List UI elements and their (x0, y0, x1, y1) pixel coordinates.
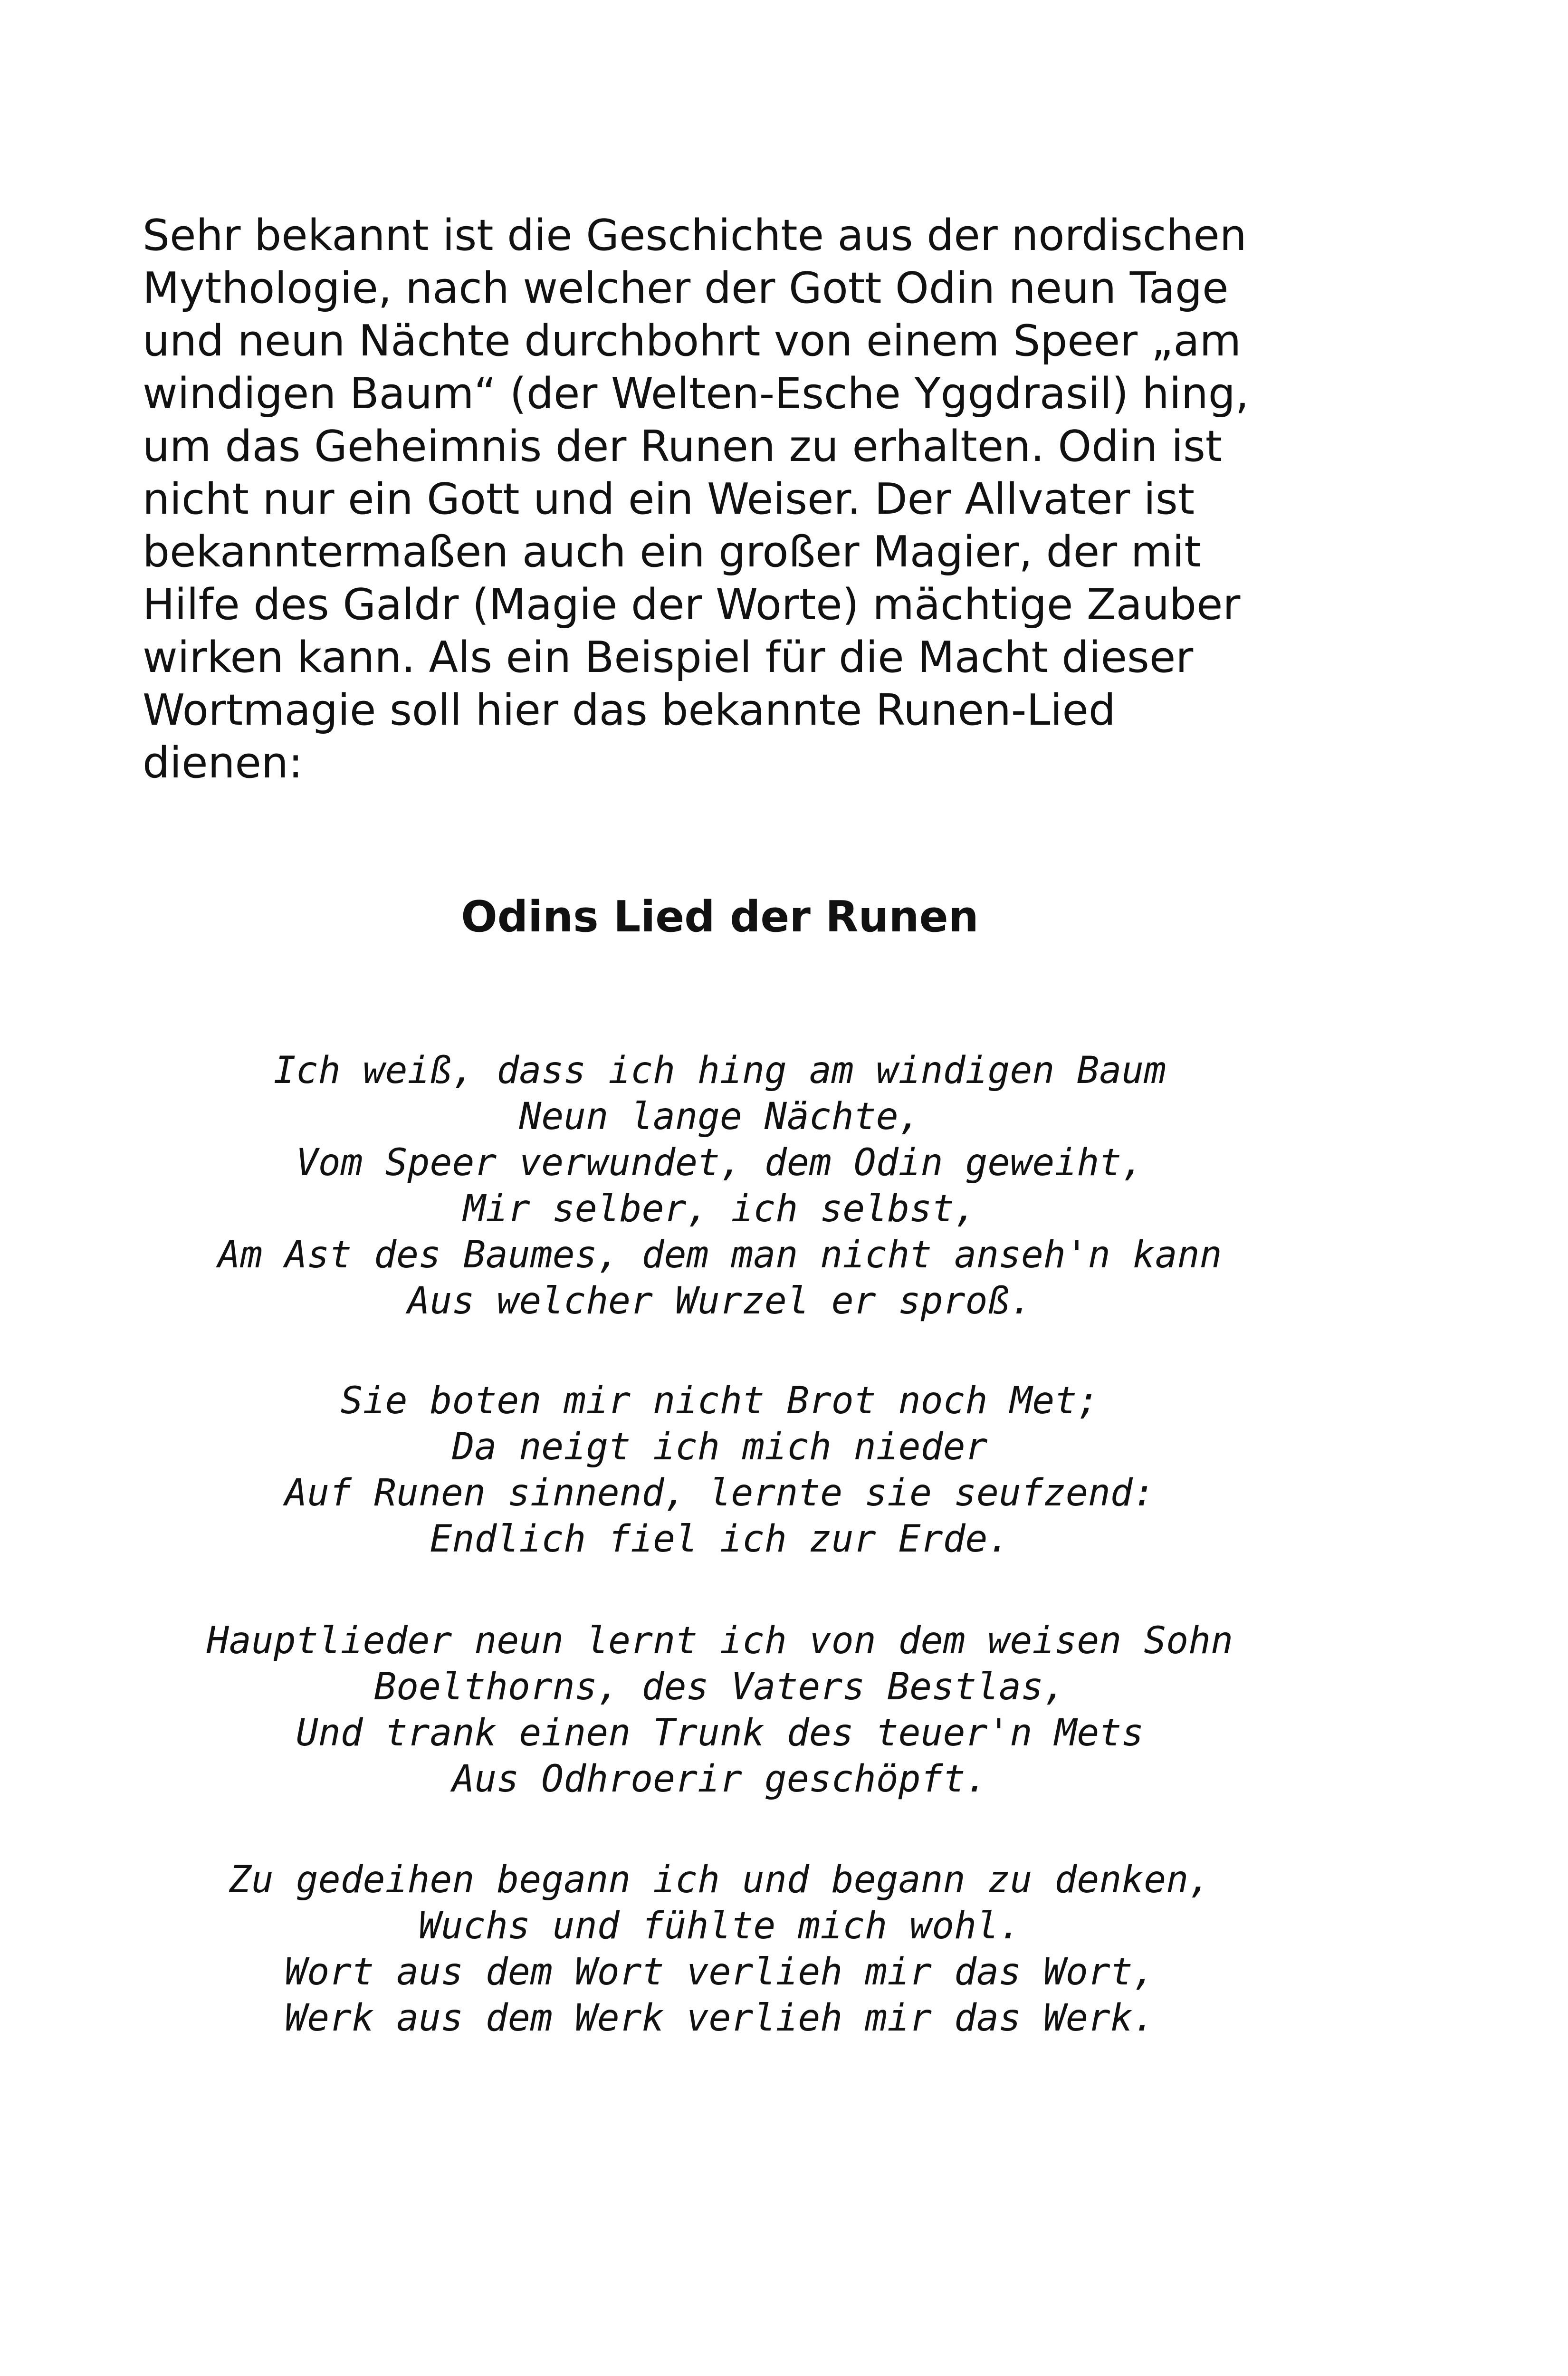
poem-line: Boelthorns, des Vaters Bestlas, (374, 1666, 1066, 1708)
poem-line: Aus Odhroerir geschöpft. (452, 1758, 988, 1801)
intro-line: Mythologie, nach welcher der Gott Odin neun Tage (143, 263, 1229, 313)
intro-line: nicht nur ein Gott und ein Weiser. Der Allvater ist (143, 474, 1195, 524)
poem-line: Aus welcher Wurzel er sproß. (407, 1280, 1033, 1322)
poem-line: Zu gedeihen begann ich und begann zu denken, (229, 1859, 1211, 1901)
intro-paragraph (143, 209, 1425, 789)
poem-line: Wort aus dem Wort verlieh mir das Wort, (285, 1951, 1155, 1993)
poem-line: Sie boten mir nicht Brot noch Met; (340, 1380, 1100, 1422)
poem-line: Mir selber, ich selbst, (463, 1188, 977, 1230)
poem-line: Ich weiß, dass ich hing am windigen Baum (273, 1049, 1166, 1092)
poem-stanza-2 (0, 1378, 1440, 1562)
poem-line: Werk aus dem Werk verlieh mir das Werk. (285, 1997, 1155, 2040)
poem-line: Auf Runen sinnend, lernte sie seufzend: (285, 1472, 1155, 1514)
poem-line: Hauptlieder neun lernt ich von dem weisen Sohn (206, 1619, 1233, 1662)
poem-stanza-4 (0, 1857, 1440, 2041)
poem-stanza-3 (0, 1618, 1440, 1802)
intro-line: dienen: (143, 738, 303, 788)
intro-line: windigen Baum“ (der Welten-Esche Yggdrasil) hing, (143, 369, 1249, 419)
intro-line: und neun Nächte durchbohrt von einem Speer „am (143, 316, 1242, 366)
intro-line: wirken kann. Als ein Beispiel für die Macht dieser (143, 632, 1194, 682)
poem-line: Da neigt ich mich nieder (452, 1426, 988, 1468)
poem-line: Neun lange Nächte, (519, 1095, 921, 1138)
intro-line: Hilfe des Galdr (Magie der Worte) mächtige Zauber (143, 580, 1241, 630)
intro-line: Wortmagie soll hier das bekannte Runen-Lied (143, 685, 1116, 735)
poem-line: Wuchs und fühlte mich wohl. (419, 1905, 1021, 1947)
intro-line: um das Geheimnis der Runen zu erhalten. Odin ist (143, 422, 1223, 471)
poem-line: Vom Speer verwundet, dem Odin geweiht, (296, 1141, 1144, 1184)
intro-line: Sehr bekannt ist die Geschichte aus der nordischen (143, 211, 1247, 260)
intro-line: bekanntermaßen auch ein großer Magier, der mit (143, 527, 1201, 577)
poem-title: Odins Lied der Runen (461, 892, 979, 942)
poem-stanza-1 (0, 1048, 1440, 1324)
poem-line: Endlich fiel ich zur Erde. (430, 1518, 1010, 1561)
poem-line: Am Ast des Baumes, dem man nicht anseh'n kann (218, 1234, 1222, 1276)
poem-line: Und trank einen Trunk des teuer'n Mets (296, 1712, 1144, 1754)
